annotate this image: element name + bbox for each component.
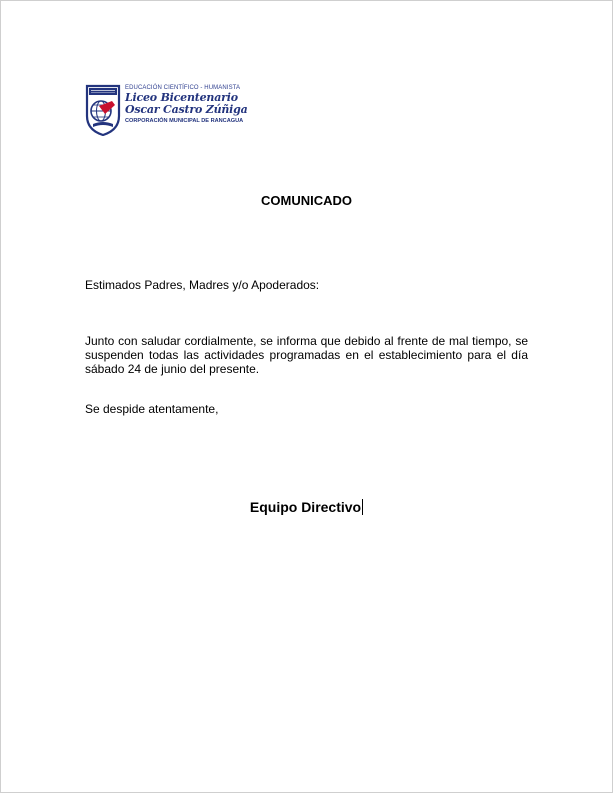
farewell-paragraph: Se despide atentamente, (85, 402, 219, 416)
signature-line (1, 499, 612, 515)
logo-corporation: CORPORACIÓN MUNICIPAL DE RANCAGUA (125, 118, 244, 124)
school-name-block (125, 84, 248, 126)
school-logo (85, 84, 248, 138)
document-title: COMUNICADO (261, 193, 352, 208)
school-crest-icon (85, 84, 121, 136)
text-cursor (362, 499, 363, 515)
greeting-paragraph: Estimados Padres, Madres y/o Apoderados: (85, 278, 320, 292)
signature-text: Equipo Directivo (249, 499, 362, 515)
body-paragraph: Junto con saludar cordialmente, se informa que debido al frente de mal tiempo, se suspenden todas las actividades programadas en el establecimiento para el día sábado 24 de junio del presente. (85, 334, 528, 376)
logo-school-name-1: Liceo Bicentenario (125, 91, 238, 104)
logo-school-name-2: Oscar Castro Zúñiga (125, 103, 248, 116)
logo-tagline: EDUCACIÓN CIENTÍFICO - HUMANISTA (125, 85, 241, 91)
